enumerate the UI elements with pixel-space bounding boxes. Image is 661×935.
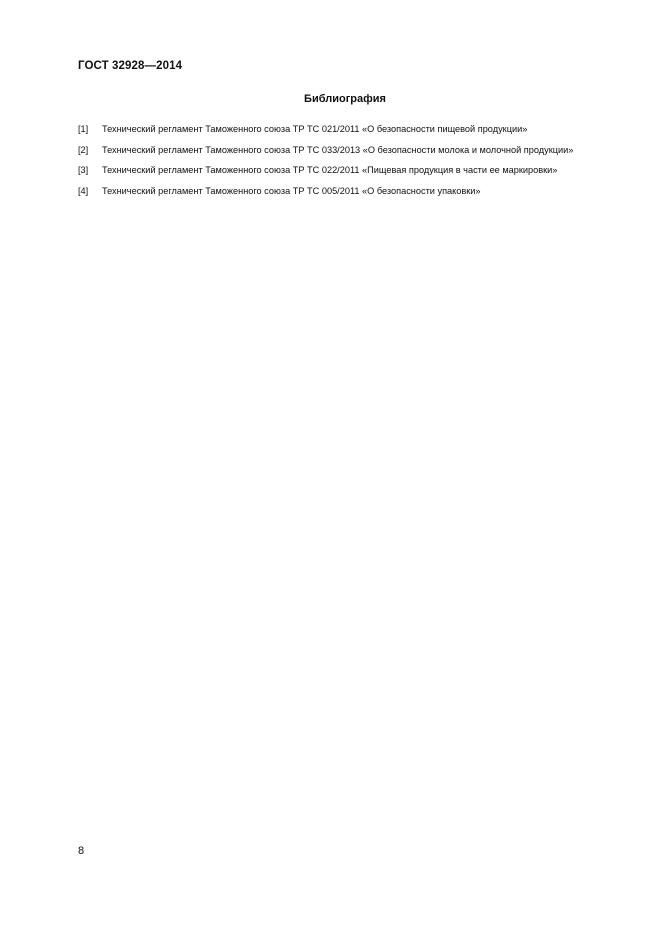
bibliography-item-text: Технический регламент Таможенного союза ТР ТС 033/2013 «О безопасности молока и молочной продукции»: [102, 144, 574, 155]
bibliography-list: [78, 124, 638, 206]
document-code: ГОСТ 32928—2014: [78, 60, 183, 72]
page-number: 8: [78, 845, 85, 857]
bibliography-item: [78, 186, 638, 207]
bibliography-item-number: [4]: [78, 185, 89, 196]
bibliography-item: [78, 124, 638, 145]
bibliography-item-number: [1]: [78, 124, 89, 134]
bibliography-item: [78, 165, 638, 186]
bibliography-item-number: [2]: [78, 144, 89, 155]
bibliography-item-text: Технический регламент Таможенного союза ТР ТС 021/2011 «О безопасности пищевой продукции»: [102, 124, 528, 134]
bibliography-item: [78, 145, 638, 166]
bibliography-item-text: Технический регламент Таможенного союза ТР ТС 005/2011 «О безопасности упаковки»: [102, 185, 481, 196]
bibliography-item-text: Технический регламент Таможенного союза ТР ТС 022/2011 «Пищевая продукция в части ее маркировки»: [102, 165, 558, 175]
bibliography-title: Библиография: [304, 93, 386, 105]
bibliography-item-number: [3]: [78, 165, 89, 175]
